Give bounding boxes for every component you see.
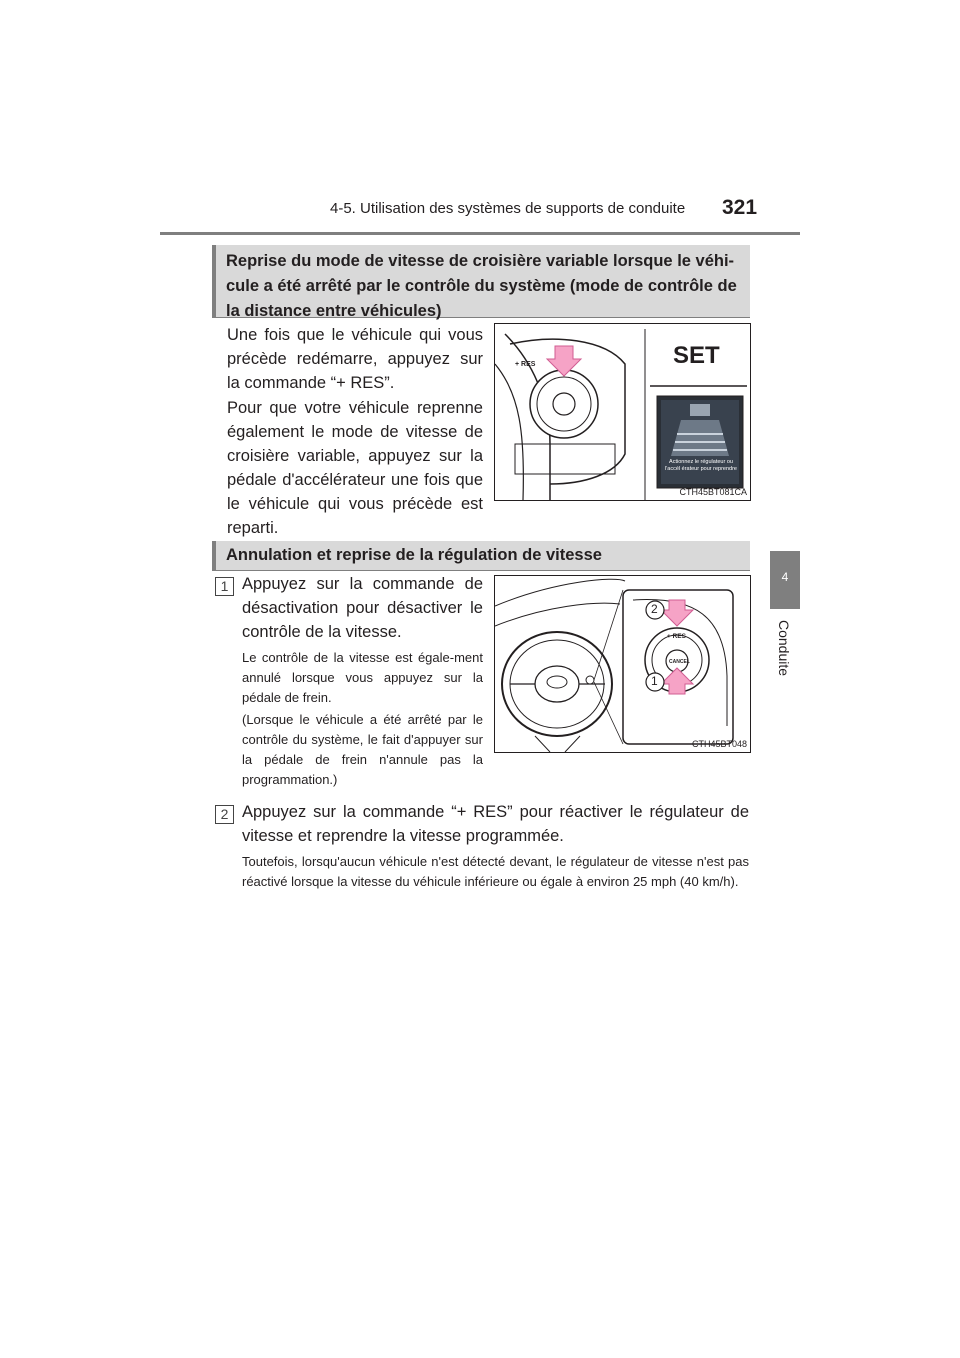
figure-code: CTH45BT081CA: [679, 487, 747, 497]
cockpit-illustration: [495, 576, 750, 752]
header-rule: [160, 232, 800, 235]
callout-1: 1: [651, 674, 658, 688]
cancel-button-label: CANCEL: [669, 659, 690, 665]
step-2-text: Appuyez sur la commande “+ RES” pour réactiver le régulateur de vitesse et reprendre la vitesse programmée.: [242, 803, 749, 845]
figure-cancel-res-switch: [494, 575, 751, 753]
step-number-1: 1: [215, 577, 234, 596]
paragraph-restart: Une fois que le véhicule qui vous précède redémarre, appuyez sur la commande “+ RES”.: [227, 326, 483, 392]
header-section-title: 4-5. Utilisation des systèmes de supports de conduite: [330, 200, 686, 217]
callout-2: 2: [651, 602, 658, 616]
step-1-note-system: (Lorsque le véhicule a été arrêté par le contrôle du système, le fait d'appuyer sur la pédale de frein n'annule pas la programmation.): [242, 712, 483, 787]
page-number: 321: [722, 196, 758, 219]
chapter-label: Conduite: [776, 620, 792, 677]
step-1-note-brake: Le contrôle de la vitesse est égale-ment annulé lorsque vous appuyez sur la pédale de frein.: [242, 650, 483, 705]
paragraph-accelerator: Pour que votre véhicule reprenne également le mode de vitesse de croisière variable, appuyez sur la pédale d'accélérateur une fois que le véhicule qui vous précède est reparti.: [227, 399, 483, 537]
step-number-2: 2: [215, 805, 234, 824]
figure-steering-switch-set: [494, 323, 751, 501]
display-message: Actionnez le régulateur ou l'accél érateur pour reprendre: [665, 459, 737, 472]
figure-code: CTH45BT048: [691, 739, 747, 749]
res-button-label: + RES: [515, 361, 536, 368]
chapter-number: 4: [781, 570, 789, 584]
display-set-label: SET: [673, 342, 720, 369]
section-heading-resume: Reprise du mode de vitesse de croisière variable lorsque le véhi-cule a été arrêté par le contrôle du système (mode de contrôle de la distance entre véhicules): [212, 245, 750, 318]
step-1-text: Appuyez sur la commande de désactivation pour désactiver le contrôle de la vitesse.: [242, 575, 483, 641]
res-button-label: + RES: [667, 633, 686, 640]
step-2-note: Toutefois, lorsqu'aucun véhicule n'est détecté devant, le régulateur de vitesse n'est pas réactivé lorsque la vitesse du véhicule inférieure ou égale à environ 25 mph (40 km/h).: [242, 854, 749, 889]
section-heading-cancel-resume: Annulation et reprise de la régulation de vitesse: [212, 541, 750, 571]
